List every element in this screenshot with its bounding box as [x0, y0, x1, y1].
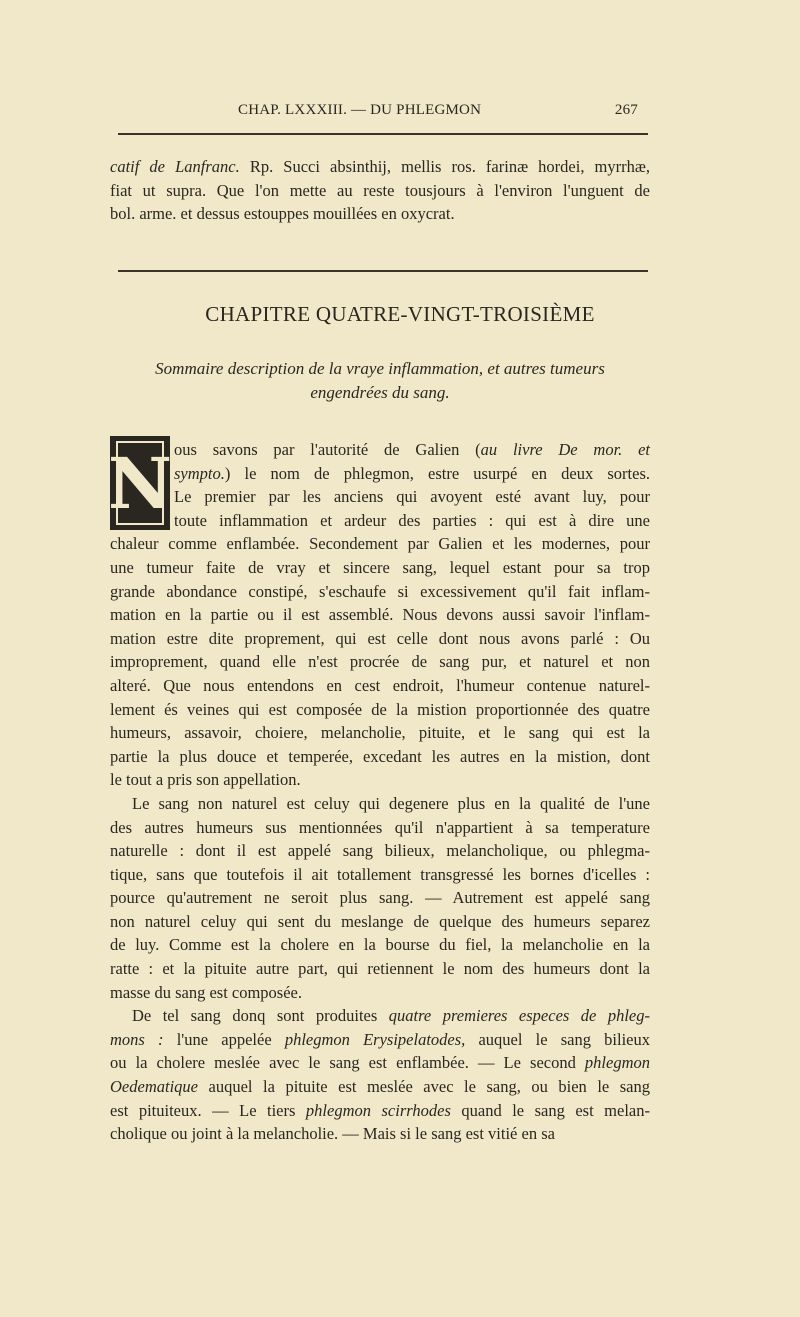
text-segment: toute inflammation et ardeur des parties : qui est à dire une: [174, 510, 650, 530]
text-segment: De tel sang donq sont produites: [132, 1006, 389, 1026]
italic-text: sympto.: [174, 463, 225, 483]
text-segment: l'une appelée: [163, 1029, 285, 1049]
summary-line: engendrées du sang.: [310, 383, 450, 402]
italic-text: phlegmon Erysipelatodes,: [284, 1029, 466, 1049]
text-segment: partie la plus douce et temperée, excedant les autres en la mistion, dont: [110, 746, 650, 766]
italic-text: phlegmon scirrhodes: [305, 1100, 451, 1120]
text-segment: chaleur comme enflambée. Secondement par Galien et les modernes, pour: [110, 534, 650, 554]
text-line: [174, 485, 650, 509]
text-segment: ) le nom de phlegmon, estre usurpé en deux sortes.: [224, 463, 650, 483]
text-line: [174, 509, 650, 533]
chapter-summary: [110, 357, 650, 405]
text-line: [174, 438, 650, 462]
text-segment: tique, sans que toutefois il ait totallement transgressé les bornes d'icelles :: [110, 864, 650, 884]
text-line: [110, 981, 650, 1005]
text-line: [110, 792, 650, 816]
text-segment: de luy. Comme est la cholere en la bourse du fiel, la melancholie en la: [110, 935, 650, 955]
text-line: [110, 933, 650, 957]
text-line: [110, 886, 650, 910]
text-segment: ou la cholere meslée avec le sang est enflambée. — Le second: [110, 1053, 585, 1073]
italic-text: Oedematique: [110, 1077, 198, 1097]
text-line: [110, 957, 650, 981]
text-line: [110, 603, 650, 627]
chapter-separator-rule: [118, 270, 648, 272]
text-line: [110, 556, 650, 580]
text-line: [110, 910, 650, 934]
text-line: [110, 1099, 650, 1123]
text-line: [110, 155, 650, 179]
text-line: [110, 580, 650, 604]
text-line: [110, 202, 650, 226]
italic-text: phlegmon: [584, 1053, 650, 1073]
text-segment: Le premier par les anciens qui avoyent esté avant luy, pour: [174, 487, 650, 507]
chapter-title: CHAPITRE QUATRE-VINGT-TROISIÈME: [205, 302, 595, 326]
chapter-body: [110, 438, 650, 1146]
text-segment: Le sang non naturel est celuy qui degenere plus en la qualité de l'une: [132, 793, 650, 813]
text-segment: mation estre dite proprement, qui est celle dont nous avons parlé : Ou: [110, 628, 650, 648]
text-line: [110, 650, 650, 674]
previous-chapter-ending: [110, 155, 650, 226]
text-segment: quand le sang est melan-: [450, 1100, 650, 1120]
summary-line: Sommaire description de la vraye inflammation, et autres tumeurs: [155, 359, 605, 378]
text-segment: non naturel celuy qui sent du meslange de quelque des humeurs separez: [110, 911, 650, 931]
text-line: [110, 768, 650, 792]
text-segment: des autres humeurs sus mentionnées qu'il n'appartient à sa temperature: [110, 817, 650, 837]
text-line: [110, 532, 650, 556]
text-line: [110, 1028, 650, 1052]
text-line: [110, 1004, 650, 1028]
text-line: [110, 745, 650, 769]
page-number: 267: [614, 102, 638, 118]
dropcap-letter: N: [108, 441, 172, 525]
text-segment: pource qu'autrement ne seroit plus sang. — Autrement est appelé sang: [110, 888, 650, 908]
text-segment: humeurs, assavoir, choiere, melancholie, pituite, et le sang qui est la: [110, 723, 650, 743]
text-segment: ous savons par l'autorité de Galien (: [174, 440, 481, 459]
text-segment: est pituiteux. — Le tiers: [110, 1100, 306, 1120]
text-line: [110, 721, 650, 745]
text-segment: masse du sang est composée.: [110, 982, 302, 1002]
italic-text: quatre premieres especes de phleg-: [388, 1006, 650, 1026]
text-segment: grande abondance constipé, s'eschaufe si excessivement qu'il fait inflam-: [110, 581, 650, 601]
italic-text: catif de Lanfranc.: [110, 157, 240, 176]
text-line: [110, 863, 650, 887]
text-line: [174, 462, 650, 486]
text-segment: auquel la pituite est meslée avec le sang, ou bien le sang: [197, 1077, 650, 1097]
text-line: [110, 1122, 650, 1146]
text-segment: fiat ut supra. Que l'on mette au reste tousjours à l'environ l'unguent de: [110, 180, 650, 200]
text-segment: une tumeur faite de vray et sincere sang, lequel estant pour sa trop: [110, 557, 650, 577]
text-segment: cholique ou joint à la melancholie. — Mais si le sang est vitié en sa: [110, 1124, 555, 1144]
italic-text: au livre De mor. et: [480, 440, 651, 459]
header-rule: [118, 133, 648, 135]
text-segment: naturelle : dont il est appelé sang bilieux, melancholique, ou phlegma-: [110, 841, 650, 861]
text-line: [110, 674, 650, 698]
text-line: [110, 698, 650, 722]
text-segment: alteré. Que nous entendons en cest endroit, l'humeur contenue naturel-: [110, 675, 650, 695]
text-segment: ratte : et la pituite autre part, qui retiennent le nom des humeurs dont la: [110, 959, 650, 979]
running-title: CHAP. LXXXIII. — DU PHLEGMON: [238, 102, 482, 118]
text-line: [110, 627, 650, 651]
text-segment: lement és veines qui est composée de la mistion proportionnée des quatre: [110, 699, 650, 719]
text-segment: improprement, quand elle n'est procrée de sang pur, et naturel et non: [110, 652, 650, 672]
text-line: [110, 1051, 650, 1075]
text-line: [110, 839, 650, 863]
text-segment: le tout a pris son appellation.: [110, 770, 301, 790]
text-segment: bol. arme. et dessus estouppes mouillées en oxycrat.: [110, 204, 455, 224]
text-segment: Rp. Succi absinthij, mellis ros. farinæ hordei, myrrhæ,: [239, 157, 650, 176]
italic-text: mons :: [110, 1029, 164, 1049]
text-segment: mation en la partie ou il est assemblé. Nous devons aussi savoir l'inflam-: [110, 605, 650, 625]
text-line: [110, 179, 650, 203]
text-line: [110, 1075, 650, 1099]
text-line: [110, 816, 650, 840]
text-segment: auquel le sang bilieux: [465, 1029, 650, 1049]
running-header: [118, 102, 648, 124]
